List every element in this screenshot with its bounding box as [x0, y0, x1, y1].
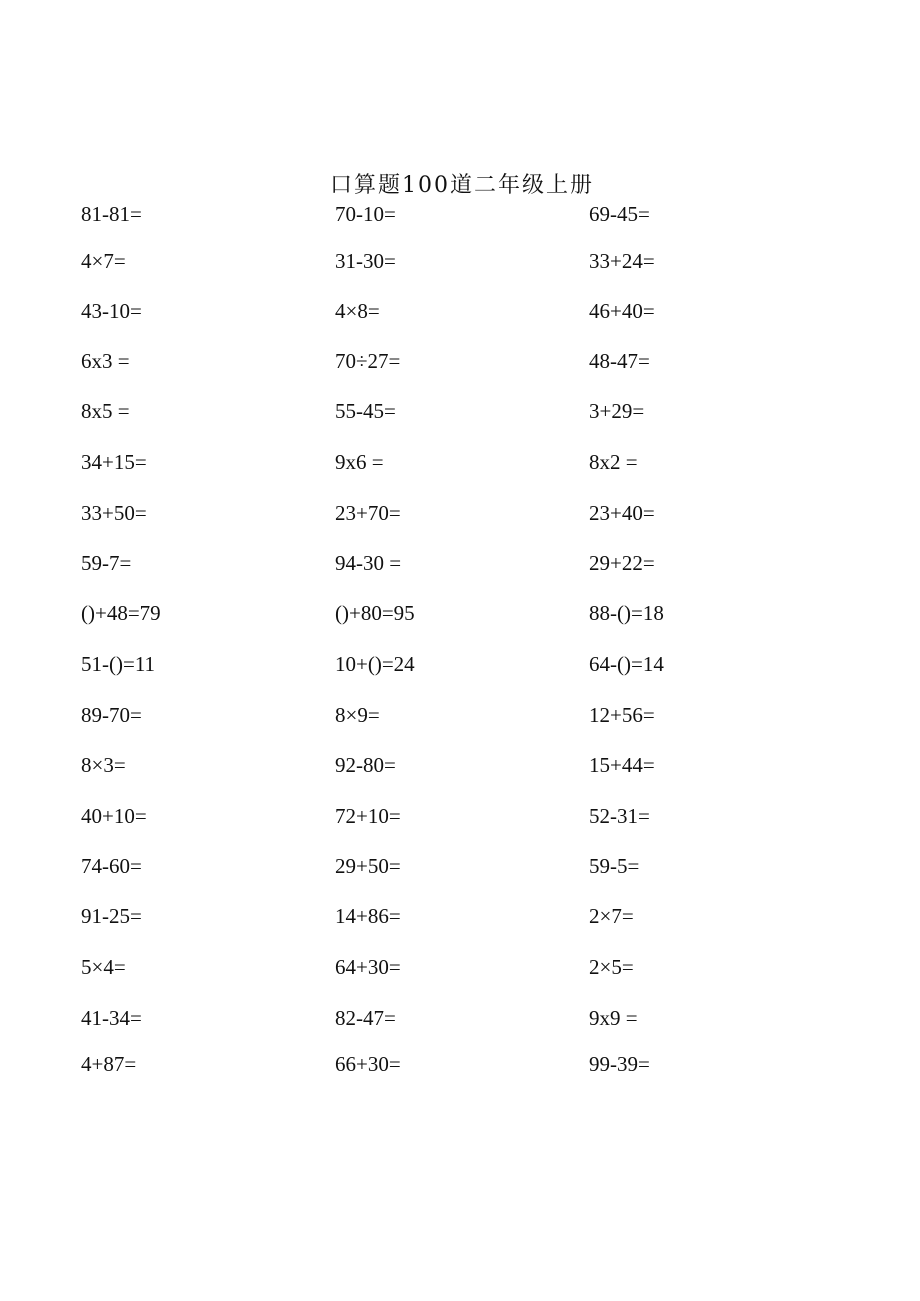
problem-item: 59-5= [589, 854, 640, 878]
problem-item: 23+40= [589, 501, 655, 525]
problem-item: 9x9 = [589, 1006, 638, 1030]
problem-item: 33+24= [589, 249, 655, 273]
problem-item: 8x2 = [589, 450, 638, 474]
problem-item: 4×8= [335, 299, 380, 323]
problem-item: 8×9= [335, 703, 380, 727]
problem-item: 8×3= [81, 753, 126, 777]
page-title: 口算题100道二年级上册 [330, 173, 594, 198]
problem-item: 29+50= [335, 854, 401, 878]
problem-item: 74-60= [81, 854, 142, 878]
problem-item: 12+56= [589, 703, 655, 727]
problem-item: 52-31= [589, 804, 650, 828]
problem-item: 4×7= [81, 249, 126, 273]
problem-item: 41-34= [81, 1006, 142, 1030]
problem-item: 69-45= [589, 202, 650, 226]
problem-item: 4+87= [81, 1052, 137, 1076]
problem-item: 64-()=14 [589, 652, 664, 676]
problem-item: ()+48=79 [81, 601, 161, 625]
problem-item: 15+44= [589, 753, 655, 777]
problem-item: 72+10= [335, 804, 401, 828]
problem-item: 31-30= [335, 249, 396, 273]
problem-item: 29+22= [589, 551, 655, 575]
problem-item: 92-80= [335, 753, 396, 777]
problem-item: 8x5 = [81, 399, 130, 423]
problem-item: 55-45= [335, 399, 396, 423]
problem-item: 51-()=11 [81, 652, 156, 676]
problem-item: 34+15= [81, 450, 147, 474]
problem-item: 3+29= [589, 399, 645, 423]
problem-item: 91-25= [81, 904, 142, 928]
problem-item: 64+30= [335, 955, 401, 979]
problem-item: 70÷27= [335, 349, 401, 373]
problem-item: 2×5= [589, 955, 634, 979]
problem-item: 2×7= [589, 904, 634, 928]
problem-item: 10+()=24 [335, 652, 415, 676]
problem-item: 43-10= [81, 299, 142, 323]
problem-item: 5×4= [81, 955, 126, 979]
problem-item: 9x6 = [335, 450, 384, 474]
problem-item: 59-7= [81, 551, 132, 575]
problem-item: 70-10= [335, 202, 396, 226]
problem-item: 6x3 = [81, 349, 130, 373]
problem-item: 81-81= [81, 202, 142, 226]
problem-item: ()+80=95 [335, 601, 415, 625]
problem-item: 48-47= [589, 349, 650, 373]
problem-item: 88-()=18 [589, 601, 664, 625]
problem-item: 94-30 = [335, 551, 402, 575]
problem-item: 46+40= [589, 299, 655, 323]
problem-item: 14+86= [335, 904, 401, 928]
problem-item: 82-47= [335, 1006, 396, 1030]
problem-item: 89-70= [81, 703, 142, 727]
problem-item: 99-39= [589, 1052, 650, 1076]
problem-item: 23+70= [335, 501, 401, 525]
problem-item: 66+30= [335, 1052, 401, 1076]
problem-item: 33+50= [81, 501, 147, 525]
problem-item: 40+10= [81, 804, 147, 828]
